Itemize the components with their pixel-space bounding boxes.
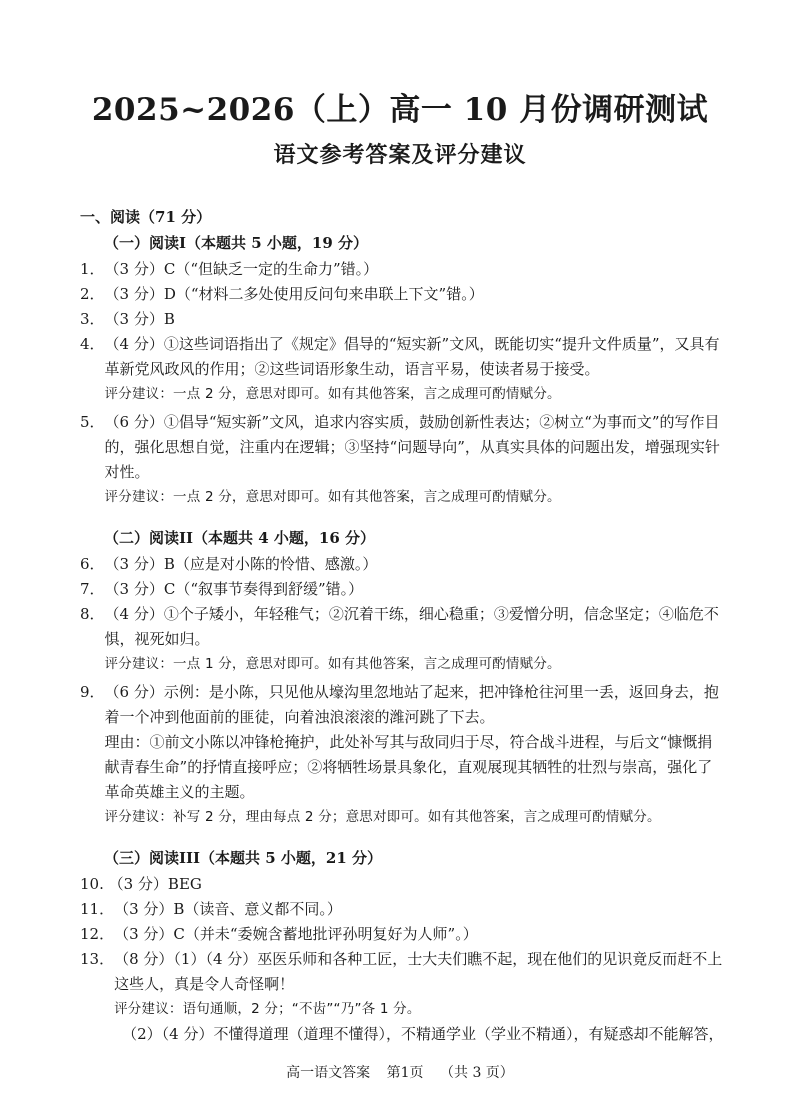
question-11 <box>80 897 725 922</box>
answer-text: （3 分）D（“材料二多处使用反问句来串联上下文”错。） <box>104 285 484 303</box>
question-9 <box>80 680 725 830</box>
answer-text: （4 分）①个子矮小，年轻稚气；②沉着干练，细心稳重；③爱憎分明，信念坚定；④临危不惧，视死如归。 <box>104 605 719 648</box>
answer-text: （3 分）C（“叙事节奏得到舒缓”错。） <box>104 580 364 598</box>
answer-text: （3 分）BEG <box>108 875 202 893</box>
scoring-note: 评分建议：一点 2 分，意思对即可。如有其他答案，言之成理可酌情赋分。 <box>104 386 561 402</box>
question-number: 9． <box>80 683 105 701</box>
page-footer <box>0 1062 800 1082</box>
answer-text: （3 分）B（应是对小陈的怜惜、感激。） <box>104 555 378 573</box>
answer-text: （4 分）①这些词语指出了《规定》倡导的“短实新”文风，既能切实“提升文件质量”，又具有革新党风政风的作用；②这些词语形象生动，语言平易，使读者易于接受。 <box>104 335 720 378</box>
question-8 <box>80 602 725 677</box>
question-number: 13． <box>80 950 115 968</box>
part3-heading: （三）阅读III（本题共 5 小题，21 分） <box>104 849 383 867</box>
question-number: 4． <box>80 335 105 353</box>
question-number: 5． <box>80 413 105 431</box>
question-number: 1． <box>80 260 105 278</box>
answer-text: （8 分）（1）（4 分）巫医乐师和各种工匠，士大夫们瞧不起，现在他们的见识竟反而赶不上这些人，真是令人奇怪啊！ <box>114 950 723 993</box>
footer-label: 高一语文答案 <box>286 1065 371 1081</box>
question-number: 8． <box>80 605 105 623</box>
question-13 <box>80 947 725 1047</box>
scoring-note: 评分建议：一点 1 分，意思对即可。如有其他答案，言之成理可酌情赋分。 <box>104 656 561 672</box>
question-3 <box>80 307 725 332</box>
question-number: 3． <box>80 310 105 328</box>
question-number: 2． <box>80 285 105 303</box>
question-12 <box>80 922 725 947</box>
question-4 <box>80 332 725 407</box>
question-number: 11． <box>80 900 115 918</box>
part2-heading: （二）阅读II（本题共 4 小题，16 分） <box>104 529 376 547</box>
answer-text: （6 分）①倡导“短实新”文风，追求内容实质，鼓励创新性表达；②树立“为事而文”的写作目的，强化思想自觉，注重内在逻辑；③坚持“问题导向”，从真实具体的问题出发，增强现实针对性。 <box>104 413 720 481</box>
page-subtitle: 语文参考答案及评分建议 <box>273 142 527 168</box>
question-number: 10. <box>80 875 109 893</box>
question-number: 12． <box>80 925 115 943</box>
question-6 <box>80 552 725 577</box>
answer-text: （3 分）B（读音、意义都不同。） <box>114 900 342 918</box>
reason-text: 理由：①前文小陈以冲锋枪掩护，此处补写其与敌同归于尽，符合战斗进程，与后文“慷慨捐献青春生命”的抒情直接呼应；②将牺牲场景具象化，直观展现其牺牲的壮烈与崇高，强化了革命英雄主义的主题。 <box>104 733 713 801</box>
question-1 <box>80 257 725 282</box>
question-5 <box>80 410 725 510</box>
question-number: 6． <box>80 555 105 573</box>
scoring-note: 评分建议：一点 2 分，意思对即可。如有其他答案，言之成理可酌情赋分。 <box>104 489 561 505</box>
question-10 <box>80 872 725 897</box>
footer-total-pages: （共 3 页） <box>440 1065 514 1081</box>
answer-text: （3 分）B <box>104 310 175 328</box>
scoring-note: 评分建议：补写 2 分，理由每点 2 分；意思对即可。如有其他答案，言之成理可酌情赋分。 <box>104 809 661 825</box>
part1-heading: （一）阅读I（本题共 5 小题，19 分） <box>104 234 368 252</box>
footer-page-number: 第1页 <box>386 1065 424 1081</box>
section-reading-heading: 一、阅读（71 分） <box>80 208 212 226</box>
answer-text: （3 分）C（“但缺乏一定的生命力”错。） <box>104 260 379 278</box>
question-7 <box>80 577 725 602</box>
answer-text: （3 分）C（并未“委婉含蓄地批评孙明复好为人师”。） <box>114 925 478 943</box>
answer-text-part2: （2）（4 分）不懂得道理（道理不懂得），不精通学业（学业不精通），有疑惑却不能解答， <box>122 1025 724 1043</box>
page-title: 2025~2026（上）高一 10 月份调研测试 <box>91 92 709 128</box>
question-2 <box>80 282 725 307</box>
question-number: 7． <box>80 580 105 598</box>
answer-text: （6 分）示例：是小陈，只见他从壕沟里忽地站了起来，把冲锋枪往河里一丢，返回身去，抱着一个冲到他面前的匪徒，向着浊浪滚滚的潍河跳了下去。 <box>104 683 719 726</box>
scoring-note: 评分建议：语句通顺，2 分；“不齿”“乃”各 1 分。 <box>114 1001 421 1017</box>
